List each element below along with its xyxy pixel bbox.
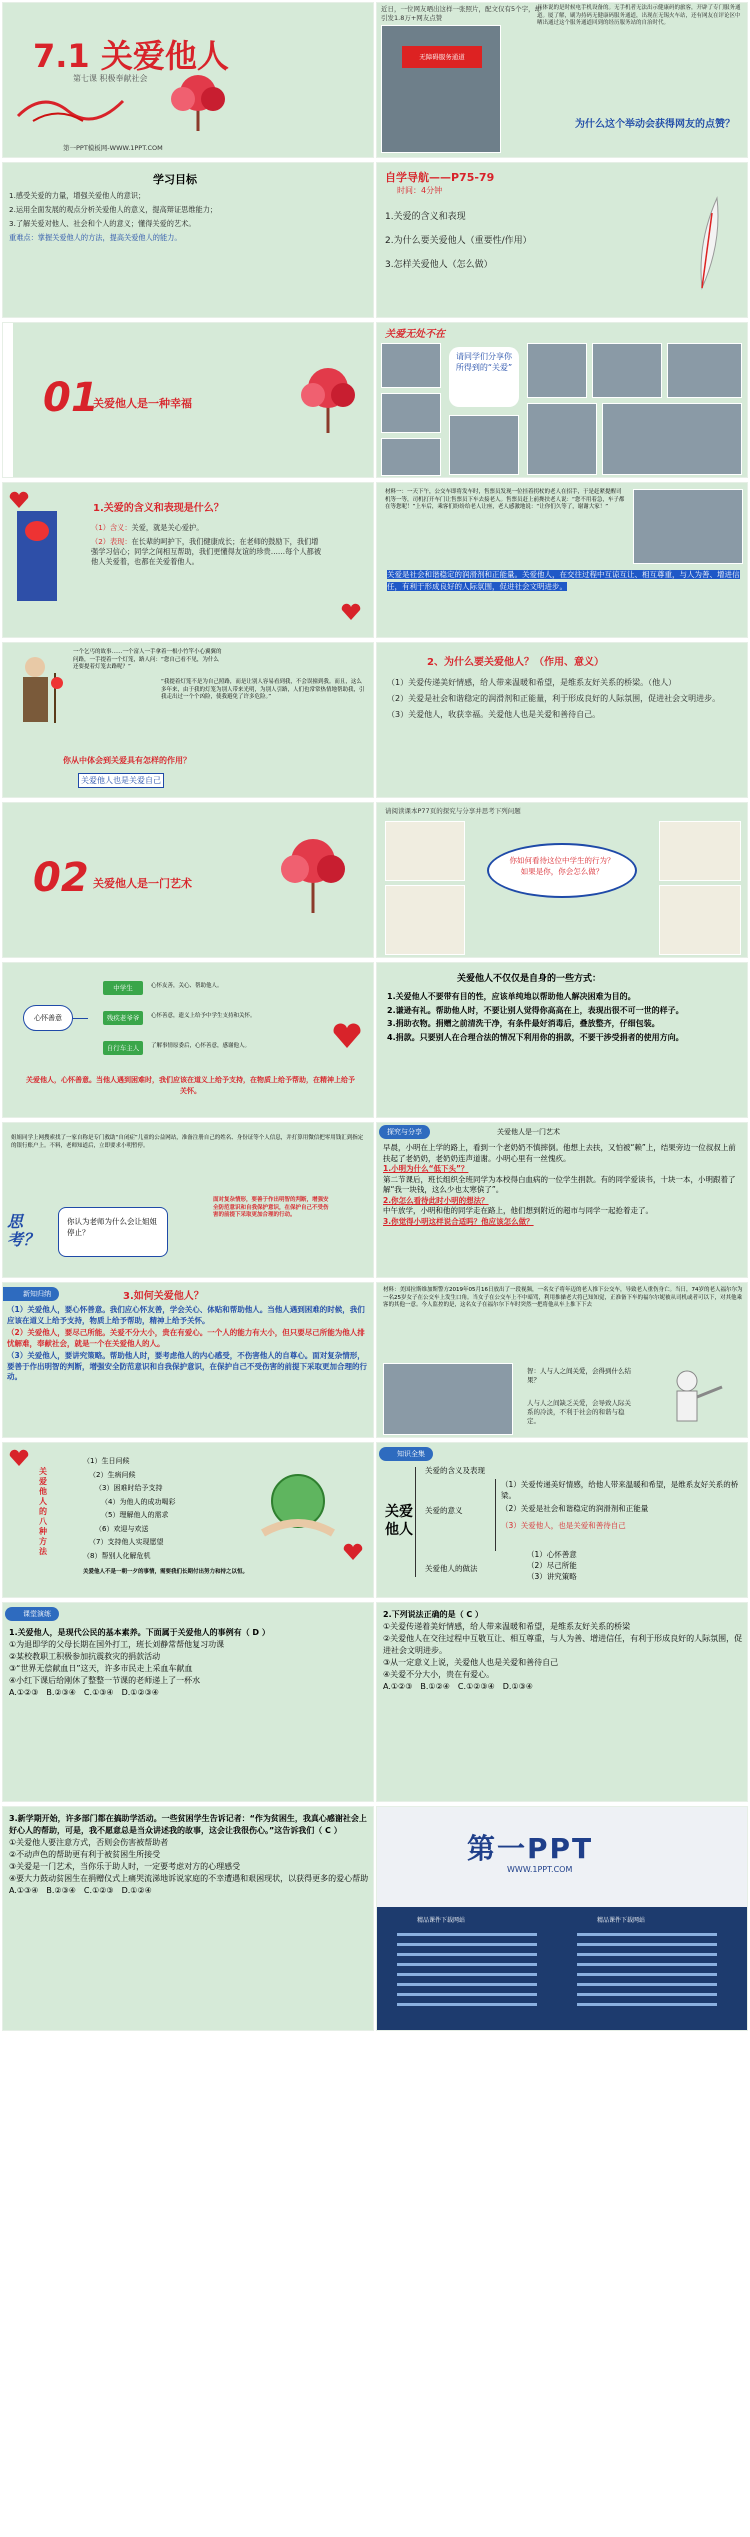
- photo-8: [527, 403, 597, 475]
- photo-2: [381, 393, 441, 433]
- goodwill-center: 心怀善意: [23, 1005, 73, 1031]
- knowledge-c1: （1）心怀善意: [527, 1550, 577, 1559]
- way-1: 1.关爱他人不要带有目的性，应该单纯地以帮助他人解决困难为目的。: [387, 992, 636, 1001]
- slide-explore-bike: [376, 802, 748, 958]
- goal-2: 2.运用全面发展的观点分析关爱他人的意义，提高辩证思维能力；: [9, 205, 218, 214]
- photo-1: [381, 343, 441, 388]
- practice-1-opt: ④小红下课后给刚休了整整一节课的老师递上了一杯水: [9, 1676, 201, 1685]
- intro-caption: 近日，一位网友晒出这样一张照片，配文仅有5个字，却引发1.8万+网友点赞: [381, 5, 542, 22]
- comic-3: [659, 821, 741, 881]
- explore-q1: 你如何看待这位中学生的行为？: [509, 856, 615, 865]
- explore-q2: 2.你怎么看待此时小明的想法？: [383, 1195, 489, 1205]
- branch-student-text: 心怀友善，关心、帮助他人。: [151, 983, 223, 989]
- section-1-title: 关爱他人是一种幸福: [93, 397, 192, 410]
- explore-q2: 如果是你，你会怎么做？: [520, 867, 604, 876]
- way-item: （5）理解他人的需求: [101, 1511, 169, 1519]
- goodwill-summary: 关爱他人，心怀善意。当他人遇到困难时，我们应该在道义上给予支持，在物质上给予帮助，在精神上给予关怀。: [26, 1076, 355, 1095]
- material2-answer: 人与人之间缺乏关爱，会导致人际关系的冷淡，不利于社会的和谐与稳定。: [527, 1399, 631, 1425]
- heart-icon: [9, 1449, 29, 1467]
- expression-label: （2）表现：: [91, 537, 132, 546]
- knowledge-b3: （3）关爱他人，也是关爱和善待自己: [501, 1521, 626, 1530]
- slide-scam-case: [2, 1122, 374, 1278]
- knowledge-c3: （3）讲究策略: [527, 1572, 577, 1581]
- eight-note: 关爱他人不是一朝一夕的事情，需要我们长期付出努力和持之以恒。: [83, 1569, 249, 1575]
- scam-question: 你认为老师为什么会让姐姐停止？: [58, 1207, 168, 1257]
- intro-text: 具体说的是时候电手机设备的。无手机者无法出示健康码的旅客，开辟了专门服务通道。厦了解，刷为持码无健康码服务通道，出现在无锡火车站，还有网友在评论区中晒出通过这个服务通道回到的经历服务站的自治时代。: [537, 5, 741, 26]
- practice-1-opt: ①为退即学的父母长期在国外打工，班长刘静常帮他复习功课: [9, 1640, 225, 1649]
- explore-label: 关爱他人是一门艺术: [497, 1128, 560, 1136]
- material-text: 材料一：一天下午，公交车即将发车时，售票员发现一位挂着拐杖的老人在招手，于是赶紧提醒司机等一等，司机打开车门让售票员下车去接老人。售票员赶上前搀扶老人说：“您不用着急，车子都在等您呢！”上车后，乘客们纷纷给老人让座，老人感激地说：“让你们久等了，谢谢大家！”: [385, 489, 625, 510]
- why-2: （2）关爱是社会和谐稳定的润滑剂和正能量，利于形成良好的人际氛围，促进社会文明进步。: [387, 694, 721, 703]
- meaning-body: [91, 523, 321, 567]
- slide-self-ways: [376, 962, 748, 1118]
- heart-icon: [333, 1023, 361, 1049]
- guide-items: [385, 205, 532, 277]
- branch-grandpa-text: 心怀善意，遗义上给予中学生支持和关怀。: [151, 1013, 256, 1019]
- slide-knowledge: [376, 1442, 748, 1598]
- practice-2-answers: A.①②③ B.①②④ C.①②③④ D.①③④: [383, 1682, 533, 1691]
- how-1: （1）关爱他人，要心怀善意。我们应心怀友善，学会关心、体贴和帮助他人。当他人遇到困难的时候，我们应该在道义上给予支持，物质上给予帮助，精神上给予关怀。: [7, 1305, 365, 1325]
- explore-q3: 3.你觉得小明这样说合适吗？他应该怎么做？: [383, 1216, 534, 1226]
- slide-title: [2, 2, 374, 158]
- guide-item-2: 2.为什么要关爱他人（重要性/作用）: [385, 236, 532, 246]
- expression-text: 在长辈的呵护下，我们健康成长；在老师的鼓励下，我们增强学习信心；同学之间相互帮助，我们更懂得友谊的珍贵……每个人都被他人关爱着，也都在关爱着他人。: [91, 537, 322, 566]
- slide-title-text: 7.1 关爱他人: [33, 37, 229, 75]
- story-reply: “我提着灯笼不是为自己照路，而是让别人容易看到我，不会误撞到我。而且，这么多年来，由于我的灯笼为别人带来光明，为别人引路，人们也常常热情地帮助我，引我走出过一个个凶险，使我避免了许多危险。”: [161, 679, 365, 700]
- brand-left-links: [397, 1929, 547, 2019]
- earth-hands-graphic: [253, 1463, 343, 1543]
- knowledge-c2: （2）尽己所能: [527, 1561, 577, 1570]
- way-item: （3）困难时给予支持: [95, 1484, 163, 1492]
- slide-brand: [376, 1806, 748, 2031]
- knowledge-tag: 知识全集: [379, 1447, 433, 1461]
- practice-3-body: [9, 1813, 369, 1897]
- slide-section-1: [2, 322, 374, 478]
- brand-url: WWW.1PPT.COM: [507, 1865, 573, 1874]
- share-bubble: 请同学们分享你所得到的“关爱”: [449, 347, 519, 407]
- explore-bubble: [487, 843, 637, 898]
- goal-1: 1.感受关爱的力量，增强关爱他人的意识；: [9, 191, 146, 200]
- intro-photo: [381, 25, 501, 153]
- brand-right-title: 精品课件下载网站: [597, 1917, 646, 1924]
- meaning-label: （1）含义：: [91, 523, 132, 532]
- way-item: （8）帮别人化解危机: [83, 1551, 151, 1560]
- how-heading: 3.如何关爱他人？: [123, 1291, 204, 1302]
- knowledge-a: 关爱的含义及表现: [425, 1466, 485, 1475]
- heart-icon: [343, 1543, 363, 1561]
- intro-question: 为什么这个举动会获得网友的点赞？: [575, 119, 735, 130]
- slide-how-to-care: [2, 1282, 374, 1438]
- slide-lantern-story: [2, 642, 374, 798]
- why-3: （3）关爱他人，收获幸福。关爱他人也是关爱和善待自己。: [387, 710, 601, 719]
- knowledge-c: 关爱他人的做法: [425, 1564, 478, 1573]
- slide-material-2: [376, 1282, 748, 1438]
- guide-time: 时间：4分钟: [397, 186, 443, 195]
- guide-item-3: 3.怎样关爱他人（怎么做）: [385, 260, 493, 270]
- way-item: （2）生病问候: [89, 1470, 136, 1479]
- slide-practice-2: [376, 1602, 748, 1802]
- practice-3-opt: ③关爱是一门艺术，当你乐于助人时，一定要考虑对方的心理感受: [9, 1862, 241, 1871]
- practice-3-opt: ①关爱他人要注意方式，否则会伤害被帮助者: [9, 1838, 169, 1847]
- material-highlight: 关爱是社会和谐稳定的润滑剂和正能量。关爱他人，在交往过程中互谅互让、相互尊重，与人为善、增进信任，有利于形成良好的人际氛围，促进社会文明进步。: [387, 570, 740, 591]
- photo-7: [449, 415, 519, 475]
- explore-story-2: 第二节课后，班长组织全班同学为本校得白血病的一位学生捐款。有的同学爱读书，十块一本，小明跟着了解“我一块钱，这么少也太寒傧了”。: [383, 1174, 736, 1194]
- old-man-graphic: [15, 653, 70, 738]
- story-text: 一个乞丐的故事……一个富人一手拿着一根小竹竿小心翼翼的问路，一手提着一个灯笼，路人问：“您自己看不见，为什么还要提着灯笼去路呢？”: [73, 649, 222, 670]
- why-body: [387, 677, 742, 721]
- section-2-title: 关爱他人是一门艺术: [93, 877, 192, 890]
- practice-2-opt: ①关爱传递着美好情感，给人带来温暖和希望，是维系友好关系的桥梁: [383, 1622, 631, 1631]
- slide-goodwill: [2, 962, 374, 1118]
- slide-section-2: [2, 802, 374, 958]
- way-item: （7）支持他人实现愿望: [89, 1538, 164, 1546]
- branch-student: 中学生: [103, 981, 143, 995]
- goal-3: 3.了解关爱对他人、社会和个人的意义；懂得关爱的艺术。: [9, 219, 196, 228]
- practice-1-opt: ②某校教职工积极参加抗震救灾的捐款活动: [9, 1652, 161, 1661]
- explore-story-1: 早晨，小明在上学的路上，看到一个老奶奶不慎摔倒。他想上去扶，又怕被“赖”上，结果旁边一位叔叔上前扶起了老奶奶，老奶奶连声道谢。小明心里有一丝愧疚。: [383, 1143, 736, 1163]
- hands-graphic: [17, 511, 57, 601]
- goals-heading: 学习目标: [153, 173, 197, 186]
- section-2-number: 02: [33, 855, 89, 901]
- practice-1-question: 1.关爱他人，是现代公民的基本素养。下面属于关爱他人的事例有（ D ）: [9, 1628, 270, 1637]
- way-item: （6）欢迎与欢送: [95, 1524, 149, 1533]
- story-question: 你从中体会到关爱具有怎样的作用？: [63, 756, 191, 765]
- guide-heading: 自学导航——P75-79: [385, 171, 495, 184]
- way-item: （1）生日问候: [83, 1457, 130, 1465]
- knowledge-c-items: [527, 1549, 577, 1582]
- slide-practice-1: [2, 1602, 374, 1802]
- branch-grandpa: 残疾老爷爷: [103, 1011, 143, 1025]
- eight-title: 关爱他人的八种方法: [39, 1467, 47, 1556]
- slide-guide: [376, 162, 748, 318]
- bus-photo: [633, 489, 743, 564]
- section-1-number: 01: [43, 375, 99, 421]
- slide-goals: [2, 162, 374, 318]
- think-label: 思考？: [7, 1212, 40, 1249]
- meaning-heading: 1.关爱的含义和表现是什么？: [93, 503, 224, 514]
- practice-2-question: 2.下列说法正确的是（ C ）: [383, 1610, 484, 1619]
- ways-body: [387, 991, 742, 1043]
- practice-1-answers: A.①②③ B.②③④ C.①③④ D.①②③④: [9, 1688, 159, 1697]
- practice-3-opt: ②不动声色的帮助更有利于被贫困生所接受: [9, 1850, 161, 1859]
- practice-3-question: 3.新学期开始，许多部门都在搞助学活动。一些贫困学生告诉记者：“作为贫困生，我真心感谢社会上好心人的帮助，可是，我不愿意总是当众讲述我的故事，这会让我很伤心。”这告诉我们（ C ）: [9, 1814, 367, 1835]
- way-item: （4）为他人的成功喝彩: [101, 1497, 176, 1506]
- practice-3-answers: A.①③④ B.②③④ C.①②③ D.①②④: [9, 1886, 152, 1895]
- branch-owner: 自行车主人: [103, 1041, 143, 1055]
- practice-1-body: [9, 1627, 369, 1699]
- photo-6: [667, 343, 742, 398]
- heart-icon: [9, 491, 29, 509]
- practice-2-opt: ④关爱不分大小，贵在有爱心。: [383, 1670, 495, 1679]
- photo-5: [592, 343, 662, 398]
- comic-2: [385, 885, 465, 955]
- way-4: 4.捐款。只要别人在合理合法的情况下利用你的捐款，不要干涉受捐者的使用方向。: [387, 1032, 684, 1042]
- story-answer: 关爱他人也是关爱自己: [78, 773, 164, 788]
- material2-text: 材料：美国拉斯维加斯警方2019年05月16日放出了一段视频，一名女子将年迈的老人推下公交车，导致老人重伤身亡。当日，74岁的老人福尔尔为一名25岁女子在公交车上发生口角。当女子在公交车上不中暗骂，利用推搡老大将已知知觉，正准备下车的福尔尔妮被从司机或者可以下，对其他乘客的其他一意。今人监控的是，这名女子在福尔尔下车时突然一把将他从车上推下下去: [383, 1287, 743, 1308]
- heart-tree: [153, 71, 243, 131]
- scam-answer: 面对复杂情形，要善于作出明智的判断，增强安全防范意识和自我保护意识，在保护自己不受伤害的前提下采取更加合理的行动。: [213, 1197, 329, 1218]
- photo-4: [527, 343, 587, 398]
- scam-text: 姐姐同学上网搜索找了一家自称是专门救助“自闭症”儿童的公益网站，准备注册自己的姓名、身份证等个人信息，并打算用微信把零用钱汇到指定的银行账户上。不料，老师知道后，立即要求小明暂停。: [11, 1135, 364, 1149]
- explore-story-3: 中午放学，小明和他的同学走在路上，他们想到附近的超市与同学一起抢着走了。: [383, 1206, 653, 1215]
- photo-3: [381, 438, 441, 476]
- why-heading: 2、为什么要关爱他人？（作用、意义）: [427, 657, 604, 668]
- knowledge-b: 关爱的意义: [425, 1506, 463, 1515]
- branch-owner-text: 了解事情原委后，心怀善意，感谢他人。: [151, 1043, 251, 1049]
- comic-4: [659, 885, 741, 955]
- guide-item-1: 1.关爱的含义和表现: [385, 212, 466, 222]
- feather-graphic: [677, 193, 727, 293]
- slide-intro: [376, 2, 748, 158]
- meaning-text: 关爱，就是关心爱护。: [131, 523, 204, 532]
- banner-text: 关爱无处不在: [385, 329, 445, 340]
- way-3: 3.捐助衣物。捐赠之前清洗干净，有条件最好消毒后，叠放整齐，仔细包装。: [387, 1019, 660, 1028]
- practice-1-opt: ③“世界无偿献血日”这天，许多市民走上采血车献血: [9, 1664, 193, 1673]
- knowledge-b1: （1）关爱传递美好情感，给他人带来温暖和希望，是维系友好关系的桥梁。: [501, 1480, 739, 1500]
- practice-tag: 课堂演练: [5, 1607, 59, 1621]
- slide-why-love: [376, 642, 748, 798]
- how-3: （3）关爱他人，要讲究策略。帮助他人时，要考虑他人的内心感受，不伤害他人的自尊心。面对复杂情形，要善于作出明智的判断，增强安全防范意识和自我保护意识，在保护自己不受伤害的前提下采取更加合理的行动。: [7, 1351, 367, 1381]
- summary-tag: 新知归纳: [3, 1287, 59, 1301]
- pointing-figure: [657, 1367, 727, 1427]
- ways-heading: 关爱他人不仅仅是自身的一些方式：: [457, 974, 602, 984]
- goals-list: [9, 191, 369, 243]
- heart-tree: [273, 833, 353, 913]
- practice-2-body: [383, 1609, 743, 1693]
- brand-left-title: 精品课件下载网站: [417, 1917, 466, 1924]
- slide-meaning: [2, 482, 374, 638]
- material2-question: 智：人与人之间关爱，会得到什么结果？: [527, 1367, 631, 1384]
- slide-practice-3: [2, 1806, 374, 2031]
- slide-subtitle: 第七课 积极奉献社会: [73, 74, 148, 83]
- heart-tree: [293, 363, 363, 433]
- how-body: [7, 1305, 372, 1383]
- slide-footer: 第一PPT模板网-WWW.1PPT.COM: [63, 144, 163, 152]
- ribbon-graphic: [13, 81, 133, 131]
- practice-2-opt: ③从一定意义上说，关爱他人也是关爱和善待自己: [383, 1658, 559, 1667]
- slide-material-1: [376, 482, 748, 638]
- explore-body: [383, 1143, 743, 1227]
- bus-cctv-photo: [383, 1363, 513, 1435]
- knowledge-b-items: [501, 1479, 741, 1531]
- comic-1: [385, 821, 465, 881]
- slide-explore-share: [376, 1122, 748, 1278]
- explore-tag: 探究与分享: [379, 1125, 430, 1139]
- practice-3-opt: ④要大力鼓动贫困生在捐赠仪式上痛哭流涕地诉说家庭的不幸遭遇和艰困现状，以获得更多的爱心帮助: [9, 1874, 369, 1883]
- brand-right-links: [577, 1929, 727, 2019]
- photo-9: [602, 403, 742, 475]
- heart-icon: [341, 603, 361, 621]
- goals-focus: 重难点：掌握关爱他人的方法，提高关爱他人的能力。: [9, 233, 182, 242]
- why-1: （1）关爱传递美好情感，给人带来温暖和希望，是维系友好关系的桥梁。（他人）: [387, 678, 677, 687]
- intro-sign: 无障碍服务通道: [402, 46, 482, 68]
- knowledge-root: 关爱他人: [385, 1504, 413, 1538]
- way-2: 2.谦逊有礼。帮助他人时，不要让别人觉得你高高在上，表现出很不可一世的样子。: [387, 1005, 684, 1015]
- eight-list: [83, 1455, 175, 1563]
- slide-eight-ways: [2, 1442, 374, 1598]
- explore-q1: 1.小明为什么“低下头”？: [383, 1164, 469, 1173]
- knowledge-b2: （2）关爱是社会和谐稳定的润滑剂和正能量: [501, 1504, 649, 1513]
- slide-love-everywhere: [376, 322, 748, 478]
- explore-caption: 请阅读课本P77页的探究与分享并思考下列问题: [385, 807, 521, 815]
- brand-logo: 第一PPT: [467, 1832, 594, 1865]
- how-2: （2）关爱他人，要尽己所能。关爱不分大小，贵在有爱心。一个人的能力有大小，但只要尽己所能为他人排忧解难，奉献社会，就是一个在关爱他人的人。: [7, 1328, 365, 1348]
- practice-2-opt: ②关爱他人在交往过程中互敬互让、相互尊重，与人为善、增进信任，有利于形成良好的人际氛围，促进社会文明进步。: [383, 1634, 743, 1655]
